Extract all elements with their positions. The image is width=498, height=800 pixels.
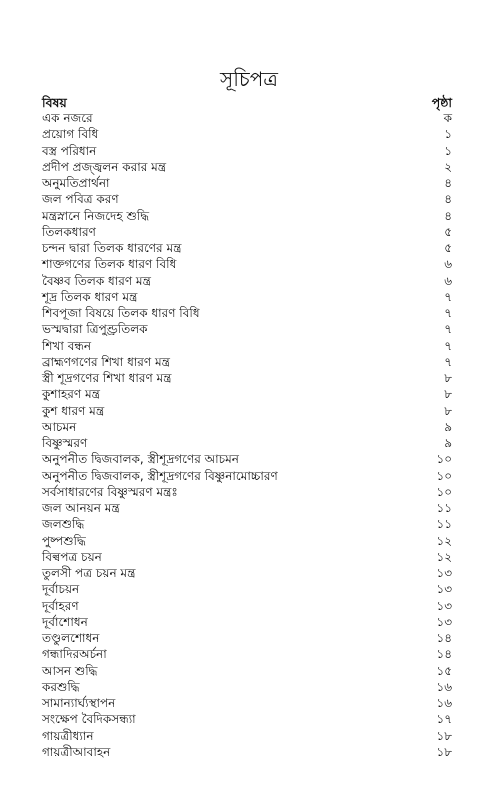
entry-page-number: ১৮	[436, 744, 452, 759]
entry-page-number: ৪	[444, 192, 452, 207]
contents-entry	[40, 711, 456, 727]
contents-entry	[40, 549, 456, 565]
entry-page-number: ৮	[444, 387, 452, 402]
column-header-row	[40, 95, 456, 111]
contents-entry	[40, 110, 456, 126]
entry-label: জল আনয়ন মন্ত্র	[42, 501, 120, 515]
entry-label: শিখা বন্ধন	[42, 338, 92, 353]
contents-entry	[40, 256, 456, 272]
entry-label: বস্ত্র পরিধান	[42, 143, 97, 158]
entry-page-number: ১৩	[436, 566, 452, 580]
entry-page-number: ৯	[444, 419, 452, 434]
entry-label: শিবপূজা বিষয়ে তিলক ধারণ বিধি	[42, 306, 200, 320]
entry-label: করশুদ্ধি	[42, 679, 80, 694]
contents-entry	[40, 126, 456, 142]
entry-page-number: ১০	[436, 468, 452, 483]
contents-entry	[40, 419, 456, 435]
entry-page-number: ২	[444, 159, 452, 174]
contents-entry	[40, 728, 456, 744]
entry-label: এক নজরে	[42, 111, 93, 125]
entry-label: মন্ত্রস্নানে নিজদেহ শুদ্ধি	[42, 208, 150, 223]
contents-entry	[40, 435, 456, 451]
entry-label: তুলসী পত্র চয়ন মন্ত্র	[42, 566, 136, 580]
entry-label: প্রদীপ প্রজ্জ্বলন করার মন্ত্র	[42, 159, 167, 174]
entry-label: অনুমতিপ্রার্থনা	[42, 176, 110, 190]
entry-label: বিষ্ণুস্মরণ	[42, 436, 88, 450]
contents-entry	[40, 354, 456, 370]
entry-label: দূর্বাশোধন	[42, 614, 88, 629]
entry-page-number: ১	[444, 127, 452, 142]
entry-page-number: ৭	[444, 306, 452, 320]
entry-page-number: ১৩	[436, 598, 452, 613]
entry-page-number: ১৩	[436, 614, 452, 629]
entry-label: বিল্বপত্র চয়ন	[42, 549, 102, 564]
contents-entry	[40, 500, 456, 516]
contents-entry	[40, 208, 456, 224]
contents-entry	[40, 403, 456, 419]
entry-page-number: ১	[444, 143, 452, 158]
contents-entry	[40, 240, 456, 256]
contents-entry	[40, 386, 456, 402]
entry-label: শূদ্র তিলক ধারণ মন্ত্র	[42, 289, 138, 304]
entry-label: গায়ত্রীআবাহন	[42, 744, 111, 759]
contents-entry	[40, 679, 456, 695]
entry-page-number: ১৩	[436, 582, 452, 597]
entry-page-number: ১৫	[436, 663, 452, 678]
entry-label: সর্বসাধারণের বিষ্ণুস্মরণ মন্ত্রঃ	[42, 484, 178, 499]
entry-page-number: ১৮	[436, 728, 452, 743]
contents-entry	[40, 581, 456, 597]
entry-label: স্ত্রী শূদ্রগণের শিখা ধারণ মন্ত্র	[42, 371, 172, 385]
contents-entry	[40, 565, 456, 581]
entry-label: গন্ধাদিরঅর্চনা	[42, 647, 107, 662]
entry-page-number: ৭	[444, 322, 452, 337]
entry-label: দূর্বাহরণ	[42, 598, 79, 613]
contents-entry	[40, 468, 456, 484]
contents-entry	[40, 646, 456, 662]
entry-page-number: ১০	[436, 452, 452, 467]
contents-entry	[40, 289, 456, 305]
entry-label: জলশুদ্ধি	[42, 517, 85, 532]
entry-page-number: ১২	[436, 549, 452, 564]
entry-page-number: ১৪	[436, 647, 452, 662]
contents-entry	[40, 695, 456, 711]
entry-page-number: ১১	[436, 517, 452, 532]
contents-entry	[40, 143, 456, 159]
entry-label: গায়ত্রীধ্যান	[42, 728, 94, 743]
entry-page-number: ৭	[444, 354, 452, 369]
entry-page-number: ১৪	[436, 631, 452, 645]
entry-label: ভস্মদ্বারা ত্রিপুণ্ড্রতিলক	[42, 322, 148, 337]
entry-page-number: ৮	[444, 371, 452, 385]
entry-page-number: ১১	[436, 501, 452, 515]
entry-page-number: ৮	[444, 403, 452, 418]
entry-label: ব্রাহ্মণগণের শিখা ধারণ মন্ত্র	[42, 354, 170, 369]
entry-page-number: ৬	[444, 257, 452, 272]
contents-entry	[40, 175, 456, 191]
entry-label: বৈষ্ণব তিলক ধারণ মন্ত্র	[42, 273, 151, 288]
entry-page-number: ৫	[444, 224, 452, 239]
contents-entry	[40, 224, 456, 240]
contents-entry	[40, 598, 456, 614]
entry-page-number: ৭	[444, 338, 452, 353]
entry-page-number: ৪	[444, 208, 452, 223]
contents-entry	[40, 273, 456, 289]
contents-entry	[40, 744, 456, 760]
contents-entry	[40, 370, 456, 386]
page-column-header: পৃষ্ঠা	[431, 95, 452, 110]
entry-page-number: ১৬	[436, 679, 452, 694]
contents-entry	[40, 451, 456, 467]
entry-page-number: ৪	[444, 176, 452, 190]
entry-page-number: ৬	[444, 273, 452, 288]
entry-page-number: ১০	[436, 484, 452, 499]
contents-entry	[40, 533, 456, 549]
subject-column-header: বিষয়	[42, 95, 67, 110]
entry-label: আসন শুদ্ধি	[42, 663, 98, 678]
entry-label: কুশাহরণ মন্ত্র	[42, 387, 100, 402]
contents-entry	[40, 516, 456, 532]
entry-label: তিলকধারণ	[42, 224, 96, 239]
contents-entry	[40, 484, 456, 500]
entry-label: তণ্ডুলশোধন	[42, 631, 100, 645]
contents-entry	[40, 614, 456, 630]
entry-label: সংক্ষেপ বৈদিকসন্ধ্যা	[42, 712, 136, 727]
entry-label: শাক্তগণের তিলক ধারণ বিধি	[42, 257, 177, 272]
contents-entry	[40, 630, 456, 646]
entry-label: কুশ ধারণ মন্ত্র	[42, 403, 105, 418]
entry-label: চন্দন দ্বারা তিলক ধারণের মন্ত্র	[42, 241, 182, 255]
page-title: সূচিপত্র	[220, 67, 278, 91]
entry-label: অনুপনীত দ্বিজবালক, স্ত্রীশূদ্রগণের বিষ্ণুনামোচ্চারণ	[42, 468, 278, 483]
entry-label: সামান্যার্ঘ্যস্থাপন	[42, 696, 116, 710]
contents-list	[40, 110, 456, 760]
entry-page-number: ৯	[444, 436, 452, 450]
contents-entry	[40, 663, 456, 679]
entry-label: অনুপনীত দ্বিজবালক, স্ত্রীশূদ্রগণের আচমন	[42, 452, 239, 467]
entry-page-number: ১৬	[436, 696, 452, 710]
entry-label: আচমন	[42, 419, 77, 434]
entry-page-number: ১২	[436, 533, 452, 548]
contents-entry	[40, 338, 456, 354]
entry-page-number: ক	[443, 111, 452, 125]
entry-page-number: ৭	[444, 289, 452, 304]
entry-page-number: ১৭	[436, 712, 452, 727]
entry-label: দূর্বাচয়ন	[42, 582, 80, 597]
entry-label: জল পবিত্র করণ	[42, 192, 119, 207]
entry-page-number: ৫	[444, 241, 452, 255]
contents-entry	[40, 305, 456, 321]
entry-label: প্রয়োগ বিধি	[42, 127, 99, 142]
contents-entry	[40, 191, 456, 207]
contents-entry	[40, 159, 456, 175]
contents-entry	[40, 321, 456, 337]
entry-label: পুষ্পশুদ্ধি	[42, 533, 86, 548]
